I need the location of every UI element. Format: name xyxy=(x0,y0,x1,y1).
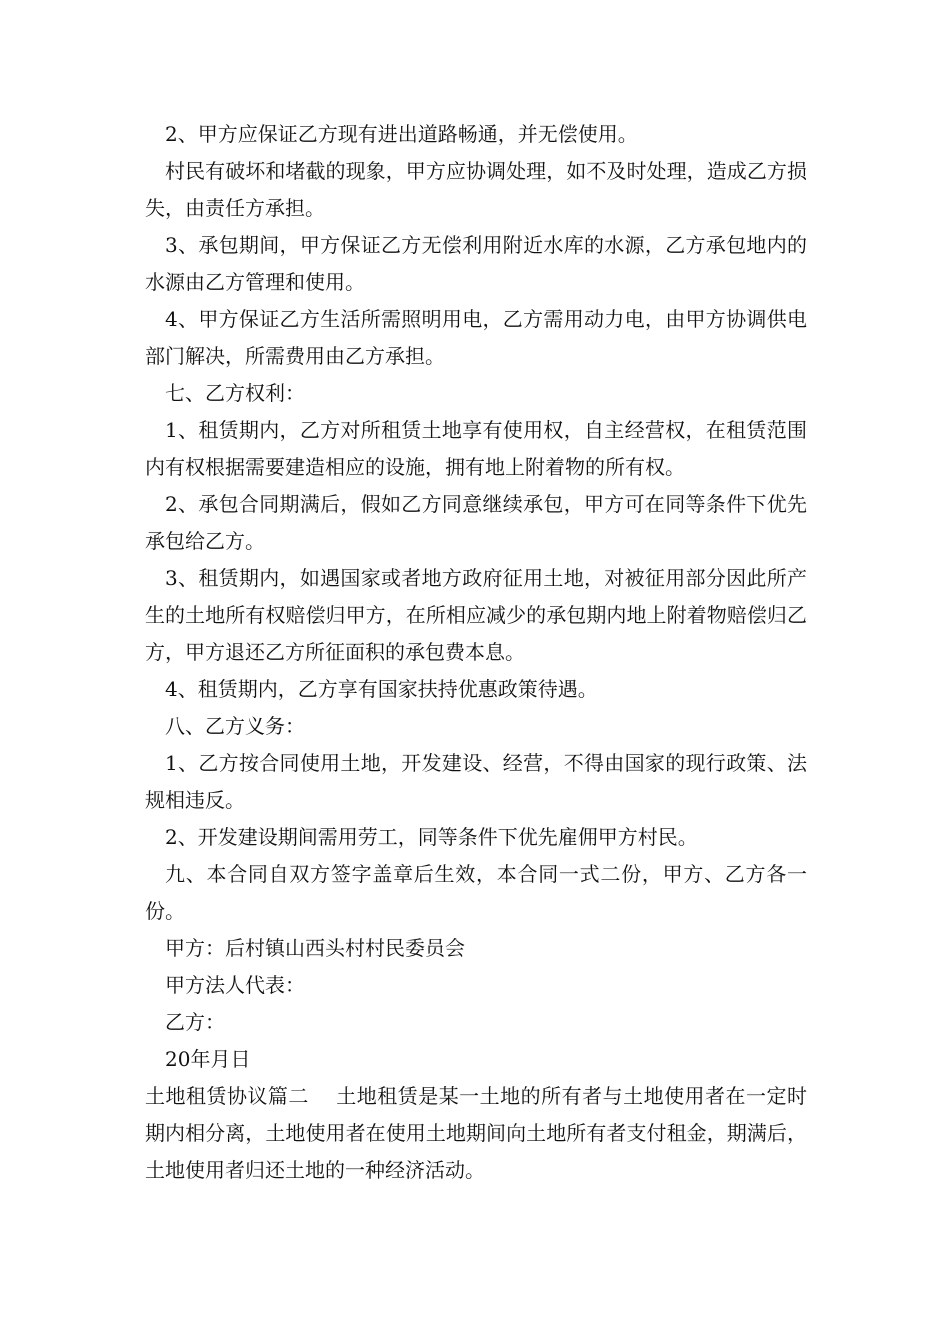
paragraph-water-source: 3、承包期间，甲方保证乙方无偿利用附近水库的水源，乙方承包地内的水源由乙方管理和使用。 xyxy=(145,233,807,294)
paragraph-agreement-two-intro: 土地租赁协议篇二 土地租赁是某一土地的所有者与土地使用者在一定时期内相分离，土地使用者在使用土地期间向土地所有者支付租金，期满后，土地使用者归还土地的一种经济活动。 xyxy=(145,1084,807,1182)
signature-party-b: 乙方： xyxy=(165,1010,225,1034)
paragraph-expropriation: 3、租赁期内，如遇国家或者地方政府征用土地，对被征用部分因此所产生的土地所有权赔偿归甲方，在所相应减少的承包期内地上附着物赔偿归乙方，甲方退还乙方所征面积的承包费本息。 xyxy=(145,566,807,664)
paragraph-renewal-priority: 2、承包合同期满后，假如乙方同意继续承包，甲方可在同等条件下优先承包给乙方。 xyxy=(145,492,807,553)
paragraph-effective-clause: 九、本合同自双方签字盖章后生效，本合同一式二份，甲方、乙方各一份。 xyxy=(145,862,807,923)
paragraph-labor-hiring: 2、开发建设期间需用劳工，同等条件下优先雇佣甲方村民。 xyxy=(165,825,698,849)
section-heading-rights: 七、乙方权利： xyxy=(165,381,305,405)
section-heading-obligations: 八、乙方义务： xyxy=(165,714,305,738)
paragraph-usage-right: 1、租赁期内，乙方对所租赁土地享有使用权，自主经营权，在租赁范围内有权根据需要建造相应的设施，拥有地上附着物的所有权。 xyxy=(145,418,807,479)
paragraph-road-access: 2、甲方应保证乙方现有进出道路畅通，并无偿使用。 xyxy=(165,122,638,146)
signature-party-a-representative: 甲方法人代表： xyxy=(165,973,305,997)
document-page xyxy=(145,116,807,1189)
paragraph-villager-obstruction: 村民有破坏和堵截的现象，甲方应协调处理，如不及时处理，造成乙方损失，由责任方承担。 xyxy=(145,159,807,220)
signature-date: 20年月日 xyxy=(165,1047,251,1071)
paragraph-policy-support: 4、租赁期内，乙方享有国家扶持优惠政策待遇。 xyxy=(165,677,598,701)
signature-party-a: 甲方：后村镇山西头村村民委员会 xyxy=(165,936,465,960)
paragraph-electricity: 4、甲方保证乙方生活所需照明用电，乙方需用动力电，由甲方协调供电部门解决，所需费用由乙方承担。 xyxy=(145,307,807,368)
paragraph-land-use: 1、乙方按合同使用土地，开发建设、经营，不得由国家的现行政策、法规相违反。 xyxy=(145,751,807,812)
